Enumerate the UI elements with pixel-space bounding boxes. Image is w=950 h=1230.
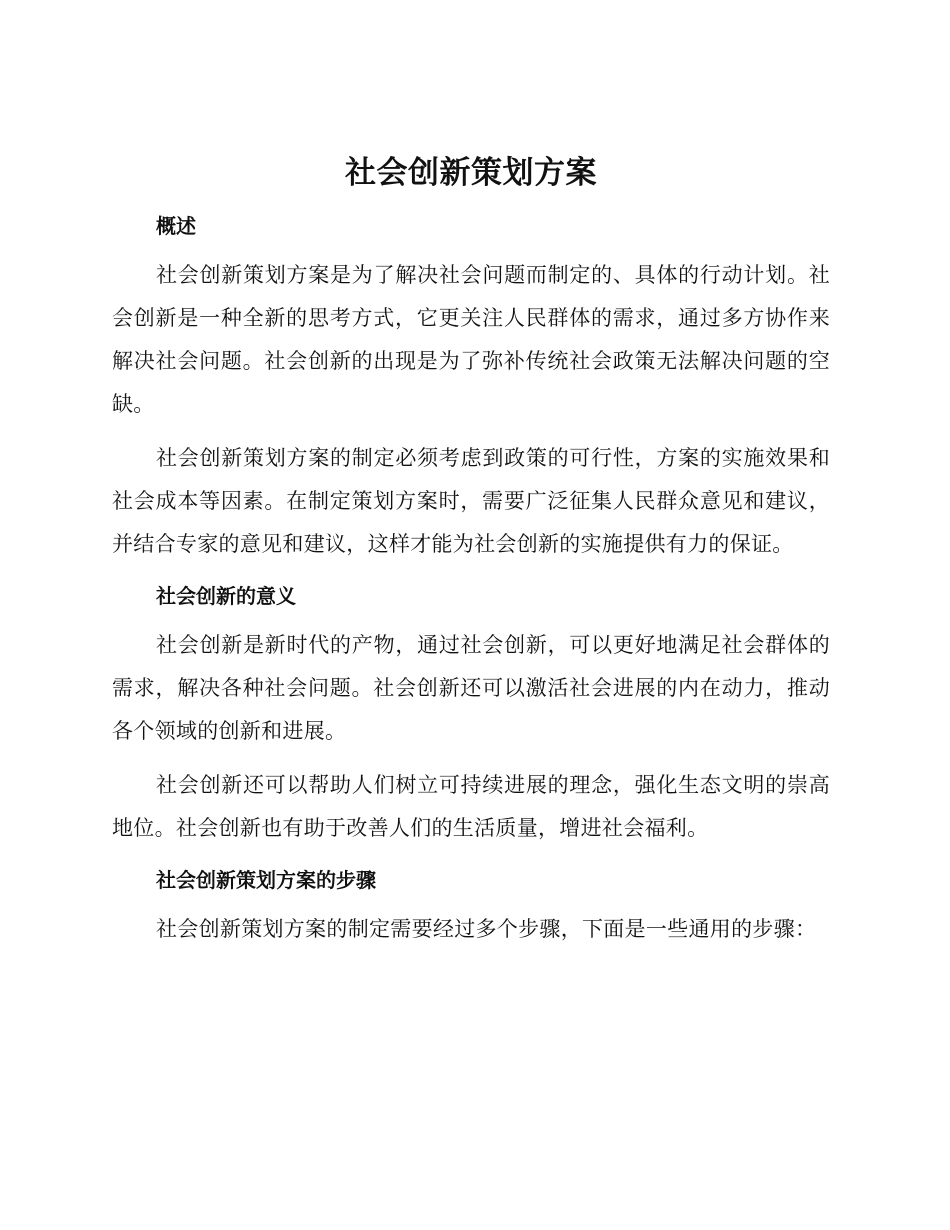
spacer [112,426,830,437]
paragraph: 社会创新还可以帮助人们树立可持续进展的理念，强化生态文明的崇高地位。社会创新也有助于改善人们的生活质量，增进社会福利。 [112,773,830,840]
paragraph: 社会创新策划方案的制定需要经过多个步骤，下面是一些通用的步骤： [156,917,817,941]
paragraph: 社会创新策划方案是为了解决社会问题而制定的、具体的行动计划。社会创新是一种全新的思考方式，它更关注人民群体的需求，通过多方协作来解决社会问题。社会创新的出现是为了弥补传统社会政策无法解决问题的空缺。 [112,263,830,416]
spacer [112,753,830,764]
section-overview [112,207,830,566]
spacer [112,615,830,624]
section-steps [112,861,830,951]
paragraph: 社会创新策划方案的制定必须考虑到政策的可行性，方案的实施效果和社会成本等因素。在制定策划方案时，需要广泛征集人民群众意见和建议，并结合专家的意见和建议，这样才能为社会创新的实施提供有力的保证。 [112,446,830,556]
paragraph: 社会创新是新时代的产物，通过社会创新，可以更好地满足社会群体的需求，解决各种社会问题。社会创新还可以激活社会进展的内在动力，推动各个领域的创新和进展。 [112,633,830,743]
spacer [112,198,830,207]
spacer [112,899,830,908]
document-body [112,148,830,951]
section-heading: 社会创新策划方案的步骤 [156,868,376,892]
section-heading: 概述 [156,214,196,238]
spacer [112,850,830,861]
document-title: 社会创新策划方案 [345,155,597,191]
section-significance [112,577,830,850]
spacer [112,566,830,577]
section-heading: 社会创新的意义 [156,584,296,608]
spacer [112,245,830,254]
